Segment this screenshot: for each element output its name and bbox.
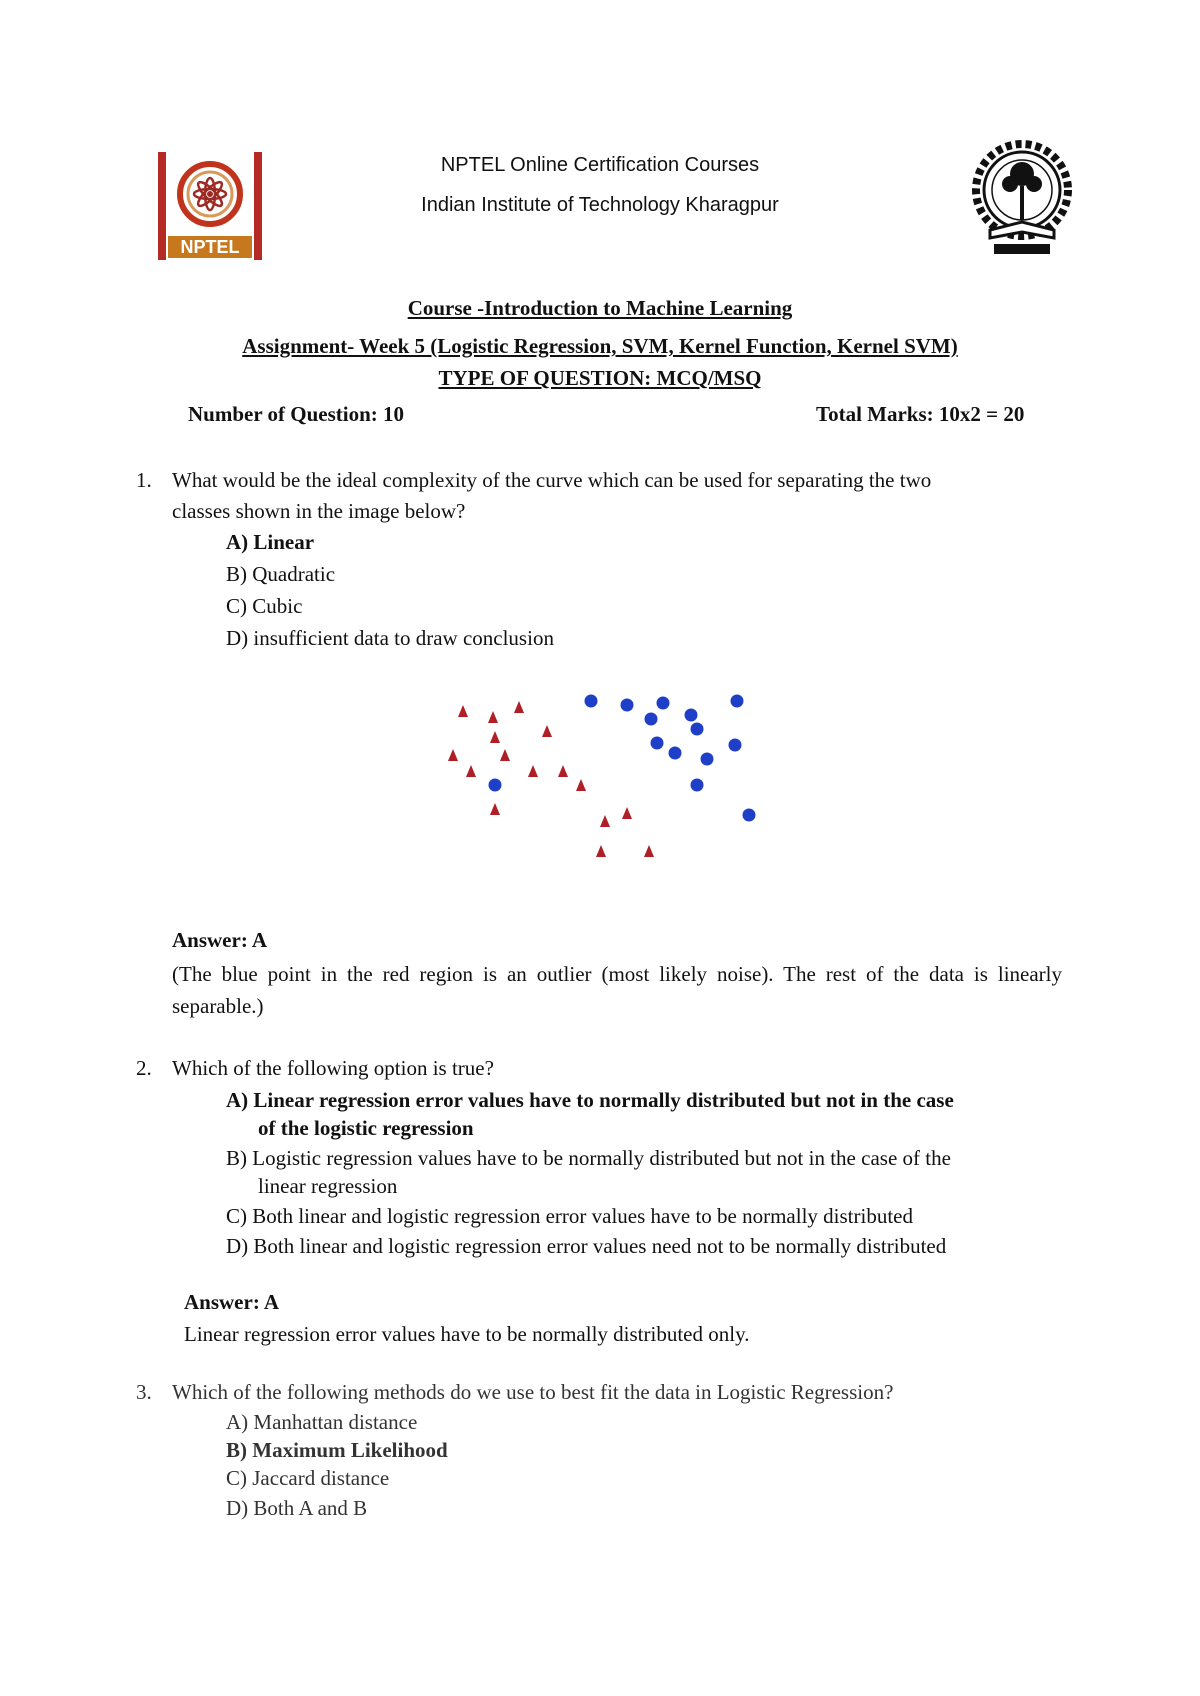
red-triangle-point-11 <box>490 803 500 815</box>
red-triangle-point-10 <box>576 779 586 791</box>
red-triangle-point-13 <box>600 815 610 827</box>
red-triangle-point-6 <box>448 749 458 761</box>
question-1-answer-label: Answer: A <box>172 928 268 952</box>
question-2-option-b-cont: linear regression <box>258 1174 398 1198</box>
question-1-text-line-1: What would be the ideal complexity of the curve which can be used for separating the two <box>172 468 932 492</box>
blue-circle-point-6 <box>691 723 704 736</box>
red-triangle-point-4 <box>500 749 510 761</box>
red-triangle-point-7 <box>466 765 476 777</box>
question-2-option-b: B) Logistic regression values have to be normally distributed but not in the case of the <box>226 1146 951 1170</box>
blue-circle-point-2 <box>657 697 670 710</box>
total-marks: Total Marks: 10x2 = 20 <box>816 402 1025 426</box>
question-1-answer-text: (The blue point in the red region is an outlier (most likely noise). The rest of the data is linearly separable.) <box>172 962 1062 1018</box>
question-3-text: Which of the following methods do we use to best fit the data in Logistic Regression? <box>172 1380 894 1404</box>
question-2-text: Which of the following option is true? <box>172 1056 494 1080</box>
blue-circle-point-3 <box>731 695 744 708</box>
question-type: TYPE OF QUESTION: MCQ/MSQ <box>438 366 762 390</box>
red-triangle-point-0 <box>458 705 468 717</box>
red-triangle-point-8 <box>528 765 538 777</box>
question-2-option-a: A) Linear regression error values have to normally distributed but not in the case <box>226 1088 954 1112</box>
blue-circle-point-9 <box>701 753 714 766</box>
question-3-option-c: C) Jaccard distance <box>226 1466 390 1490</box>
nptel-logo-text: NPTEL <box>180 237 240 257</box>
red-triangle-point-1 <box>488 711 498 723</box>
course-title: Course -Introduction to Machine Learning <box>407 296 793 320</box>
blue-circle-point-4 <box>645 713 658 726</box>
red-triangle-point-2 <box>514 701 524 713</box>
blue-circle-point-13 <box>743 809 756 822</box>
question-3-option-d: D) Both A and B <box>226 1496 368 1520</box>
scatter-figure <box>446 684 796 884</box>
question-2-option-a-cont: of the logistic regression <box>258 1116 474 1140</box>
red-triangle-point-12 <box>622 807 632 819</box>
blue-circle-point-10 <box>729 739 742 752</box>
blue-circle-point-11 <box>691 779 704 792</box>
question-2-option-c: C) Both linear and logistic regression error values have to be normally distributed <box>226 1204 913 1228</box>
number-of-questions: Number of Question: 10 <box>188 402 405 426</box>
question-2-answer-label: Answer: A <box>184 1290 280 1314</box>
red-triangle-point-5 <box>542 725 552 737</box>
question-3-number: 3. <box>136 1380 152 1404</box>
question-3-option-a: A) Manhattan distance <box>226 1410 418 1434</box>
question-2-option-d: D) Both linear and logistic regression error values need not to be normally distributed <box>226 1234 947 1258</box>
blue-circle-point-1 <box>621 699 634 712</box>
assignment-title: Assignment- Week 5 (Logistic Regression, SVM, Kernel Function, Kernel SVM) <box>242 334 958 358</box>
blue-circle-point-0 <box>585 695 598 708</box>
question-1-number: 1. <box>136 468 152 492</box>
question-1-text-line-2: classes shown in the image below? <box>172 499 466 523</box>
blue-circle-point-8 <box>669 747 682 760</box>
question-1-option-b: B) Quadratic <box>226 562 336 586</box>
question-1-option-a: A) Linear <box>226 530 315 554</box>
header-line-1: NPTEL Online Certification Courses <box>440 154 760 176</box>
blue-circle-point-7 <box>651 737 664 750</box>
blue-circle-point-5 <box>685 709 698 722</box>
scatter-plot <box>446 684 796 884</box>
red-triangle-point-9 <box>558 765 568 777</box>
question-1-option-c: C) Cubic <box>226 594 303 618</box>
question-2-answer-text: Linear regression error values have to be normally distributed only. <box>184 1322 750 1346</box>
blue-circle-point-12 <box>489 779 502 792</box>
header-line-2: Indian Institute of Technology Kharagpur <box>421 194 779 216</box>
question-1-option-d: D) insufficient data to draw conclusion <box>226 626 554 650</box>
red-triangle-point-3 <box>490 731 500 743</box>
red-triangle-point-14 <box>596 845 606 857</box>
red-triangle-point-15 <box>644 845 654 857</box>
question-2-number: 2. <box>136 1056 152 1080</box>
question-3-option-b: B) Maximum Likelihood <box>226 1438 448 1462</box>
